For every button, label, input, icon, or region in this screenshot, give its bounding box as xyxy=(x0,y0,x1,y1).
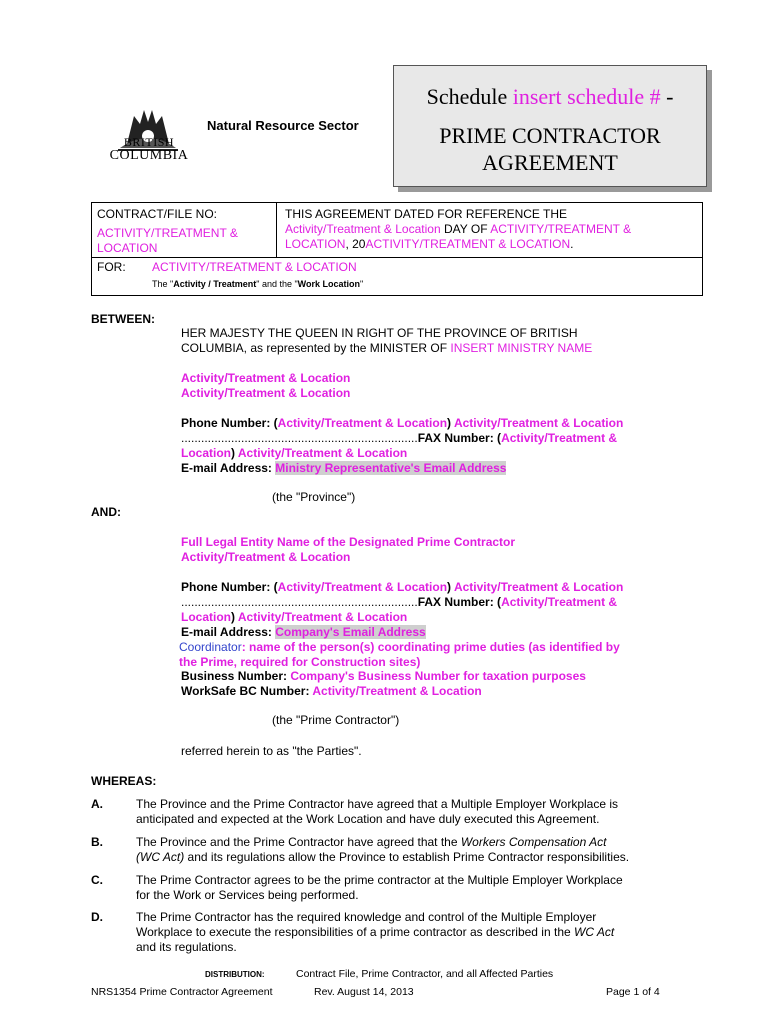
agreement-title: PRIME CONTRACTOR AGREEMENT xyxy=(439,123,661,175)
whereas-label: WHEREAS: xyxy=(91,774,157,788)
location-note: The "Activity / Treatment" and the "Work Location" xyxy=(152,279,364,289)
table-divider xyxy=(276,202,277,258)
for-label: FOR: xyxy=(97,260,126,274)
registration-numbers: Business Number: Company's Business Number for taxation purposes WorkSafe BC Number: Activity/Treatment & Location xyxy=(181,669,586,698)
for-value[interactable]: ACTIVITY/TREATMENT & LOCATION xyxy=(152,260,357,274)
between-label: BETWEEN: xyxy=(91,312,155,326)
schedule-line: Schedule insert schedule # - xyxy=(426,84,674,109)
contractor-name[interactable]: Full Legal Entity Name of the Designated Prime Contractor Activity/Treatment & Location xyxy=(181,535,516,564)
province-email-field[interactable]: Ministry Representative's Email Address xyxy=(275,461,507,475)
contractor-alias: (the "Prime Contractor") xyxy=(272,713,400,727)
page-number: Page 1 of 4 xyxy=(606,986,660,998)
whereas-letter: B. xyxy=(91,835,103,849)
file-no-label: CONTRACT/FILE NO: xyxy=(97,207,218,221)
schedule-placeholder[interactable]: insert schedule # xyxy=(512,84,661,109)
title-box xyxy=(393,65,707,187)
distribution-label: DISTRIBUTION: xyxy=(205,970,265,979)
revision-date: Rev. August 14, 2013 xyxy=(314,986,414,998)
and-label: AND: xyxy=(91,505,121,519)
table-divider xyxy=(91,257,703,258)
logo-wordmark: BRITISH COLUMBIA xyxy=(109,135,189,163)
sector-name: Natural Resource Sector xyxy=(207,118,359,133)
whereas-letter: A. xyxy=(91,797,103,811)
distribution-list: Contract File, Prime Contractor, and all Affected Parties xyxy=(296,968,554,980)
coordinator[interactable]: Coordinator: name of the person(s) coordinating prime duties (as identified by the Prime, required for Construction sites) xyxy=(179,640,620,669)
province-address[interactable]: Activity/Treatment & Location Activity/Treatment & Location xyxy=(181,371,351,400)
form-number: NRS1354 Prime Contractor Agreement xyxy=(91,986,273,998)
province-contact: Phone Number: (Activity/Treatment & Location) Activity/Treatment & Location .......................................................................FAX Number: (Activity/Treatment & Location) Activity/Treatment & Location E-mail Address: Ministry Representative's Email Address xyxy=(181,416,624,475)
file-no-value[interactable]: ACTIVITY/TREATMENT & LOCATION xyxy=(97,226,238,255)
whereas-item-d: The Prime Contractor has the required knowledge and control of the Multiple Employer Workplace to execute the responsibilities of a prime contractor as described in the WC Act and its regulations. xyxy=(136,910,615,954)
agreement-date: THIS AGREEMENT DATED FOR REFERENCE THE Activity/Treatment & Location DAY OF ACTIVITY/TREATMENT & LOCATION, 20ACTIVITY/TREATMENT & LOCATION. xyxy=(285,207,632,251)
province-alias: (the "Province") xyxy=(272,490,356,504)
whereas-item-a: The Province and the Prime Contractor have agreed that a Multiple Employer Workplace is anticipated and expected at the Work Location and have duly executed this Agreement. xyxy=(136,797,619,826)
contractor-email-field[interactable]: Company's Email Address xyxy=(275,625,426,639)
whereas-letter: C. xyxy=(91,873,103,887)
parties-note: referred herein to as "the Parties". xyxy=(181,744,362,758)
province-name: HER MAJESTY THE QUEEN IN RIGHT OF THE PROVINCE OF BRITISH COLUMBIA, as represented by the MINISTER OF INSERT MINISTRY NAME xyxy=(181,326,593,355)
whereas-item-c: The Prime Contractor agrees to be the prime contractor at the Multiple Employer Workplace for the Work or Services being performed. xyxy=(136,873,623,902)
whereas-item-b: The Province and the Prime Contractor have agreed that the Workers Compensation Act (WC Act) and its regulations allow the Province to establish Prime Contractor responsibilities. xyxy=(136,835,630,864)
contractor-contact: Phone Number: (Activity/Treatment & Location) Activity/Treatment & Location .......................................................................FAX Number: (Activity/Treatment & Location) Activity/Treatment & Location E-mail Address: Company's Email Address xyxy=(181,580,624,639)
whereas-letter: D. xyxy=(91,910,103,924)
